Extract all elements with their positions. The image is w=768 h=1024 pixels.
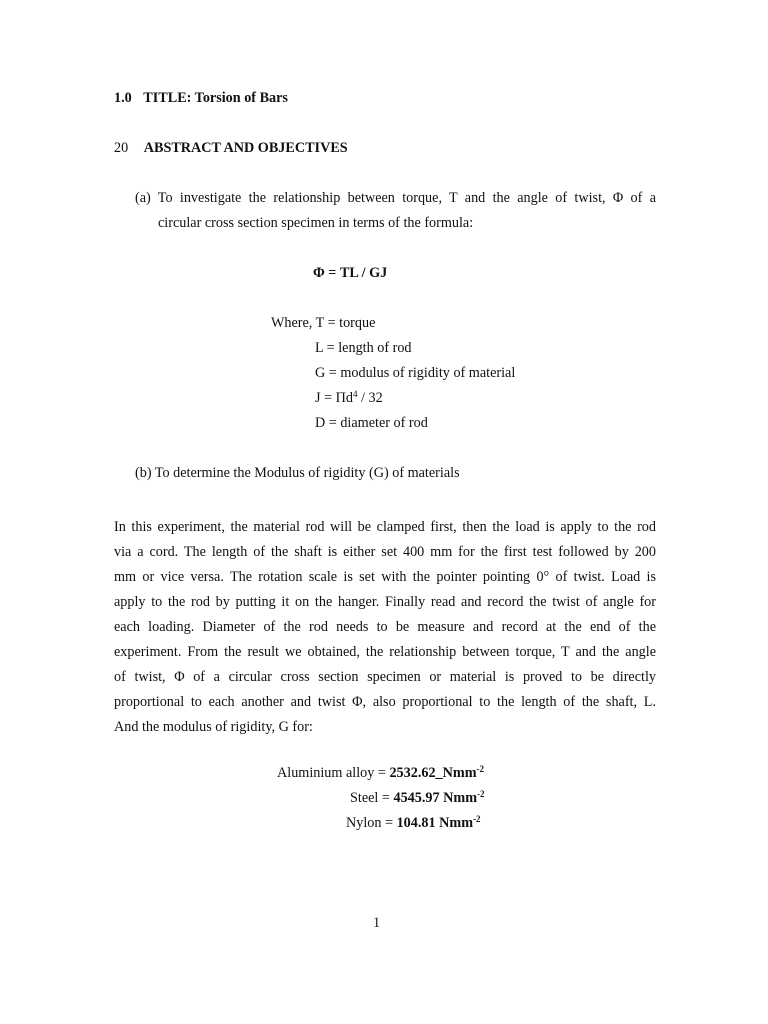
paragraph-line: apply to the rod by putting it on the hanger. Finally read and record the twist of angle for (114, 594, 656, 610)
result-label: Steel = (350, 790, 394, 806)
result-exponent: -2 (477, 789, 485, 799)
where-intro: Where, T = torque (271, 315, 376, 331)
where-item-d: D = diameter of rod (315, 415, 428, 431)
objective-a-line2: circular cross section specimen in terms of the formula: (158, 215, 474, 231)
result-nylon (346, 815, 481, 832)
section1-heading (114, 90, 288, 107)
result-value: 104.81 Nmm (396, 815, 474, 831)
objective-b: (b) To determine the Modulus of rigidity (G) of materials (135, 465, 460, 481)
formula: Φ = TL / GJ (313, 265, 388, 281)
experiment-paragraph (114, 515, 656, 740)
section2-number: 20 (114, 140, 129, 156)
paragraph-line: via a cord. The length of the shaft is either set 400 mm for the first test followed by 200 (114, 544, 656, 560)
objective-a-line1: (a) To investigate the relationship between torque, T and the angle of twist, Φ of a (135, 190, 656, 206)
result-steel (350, 790, 485, 807)
result-exponent: -2 (473, 814, 481, 824)
section2-heading (114, 140, 348, 157)
page-number: 1 (373, 915, 381, 931)
section1-title: TITLE: Torsion of Bars (143, 90, 288, 106)
where-item-g: G = modulus of rigidity of material (315, 365, 516, 381)
where-item-j-divisor: / 32 (361, 390, 383, 406)
result-label: Aluminium alloy = (277, 765, 390, 781)
where-item-j-exponent: 4 (352, 389, 358, 399)
paragraph-line: In this experiment, the material rod will be clamped first, then the load is apply to the rod (114, 519, 656, 535)
paragraph-line: And the modulus of rigidity, G for: (114, 719, 313, 735)
section2-title: ABSTRACT AND OBJECTIVES (143, 140, 348, 156)
where-item-l: L = length of rod (315, 340, 412, 356)
result-value: 2532.62_Nmm (389, 765, 477, 781)
where-item-j (315, 390, 383, 407)
result-label: Nylon = (346, 815, 397, 831)
paragraph-line: mm or vice versa. The rotation scale is set with the pointer pointing 0° of twist. Load is (114, 569, 656, 585)
paragraph-line: experiment. From the result we obtained, the relationship between torque, T and the angle (114, 644, 656, 660)
paragraph-line: proportional to each another and twist Φ, also proportional to the length of the shaft, L. (114, 694, 656, 710)
section1-number: 1.0 (114, 90, 132, 106)
result-value: 4545.97 Nmm (393, 790, 478, 806)
where-item-j-text: J = Πd (315, 390, 353, 406)
result-exponent: -2 (476, 764, 485, 774)
paragraph-line: of twist, Φ of a circular cross section specimen or material is proved to be directly (114, 669, 656, 685)
result-aluminium (277, 765, 484, 782)
paragraph-line: each loading. Diameter of the rod needs to be measure and record at the end of the (114, 619, 656, 635)
